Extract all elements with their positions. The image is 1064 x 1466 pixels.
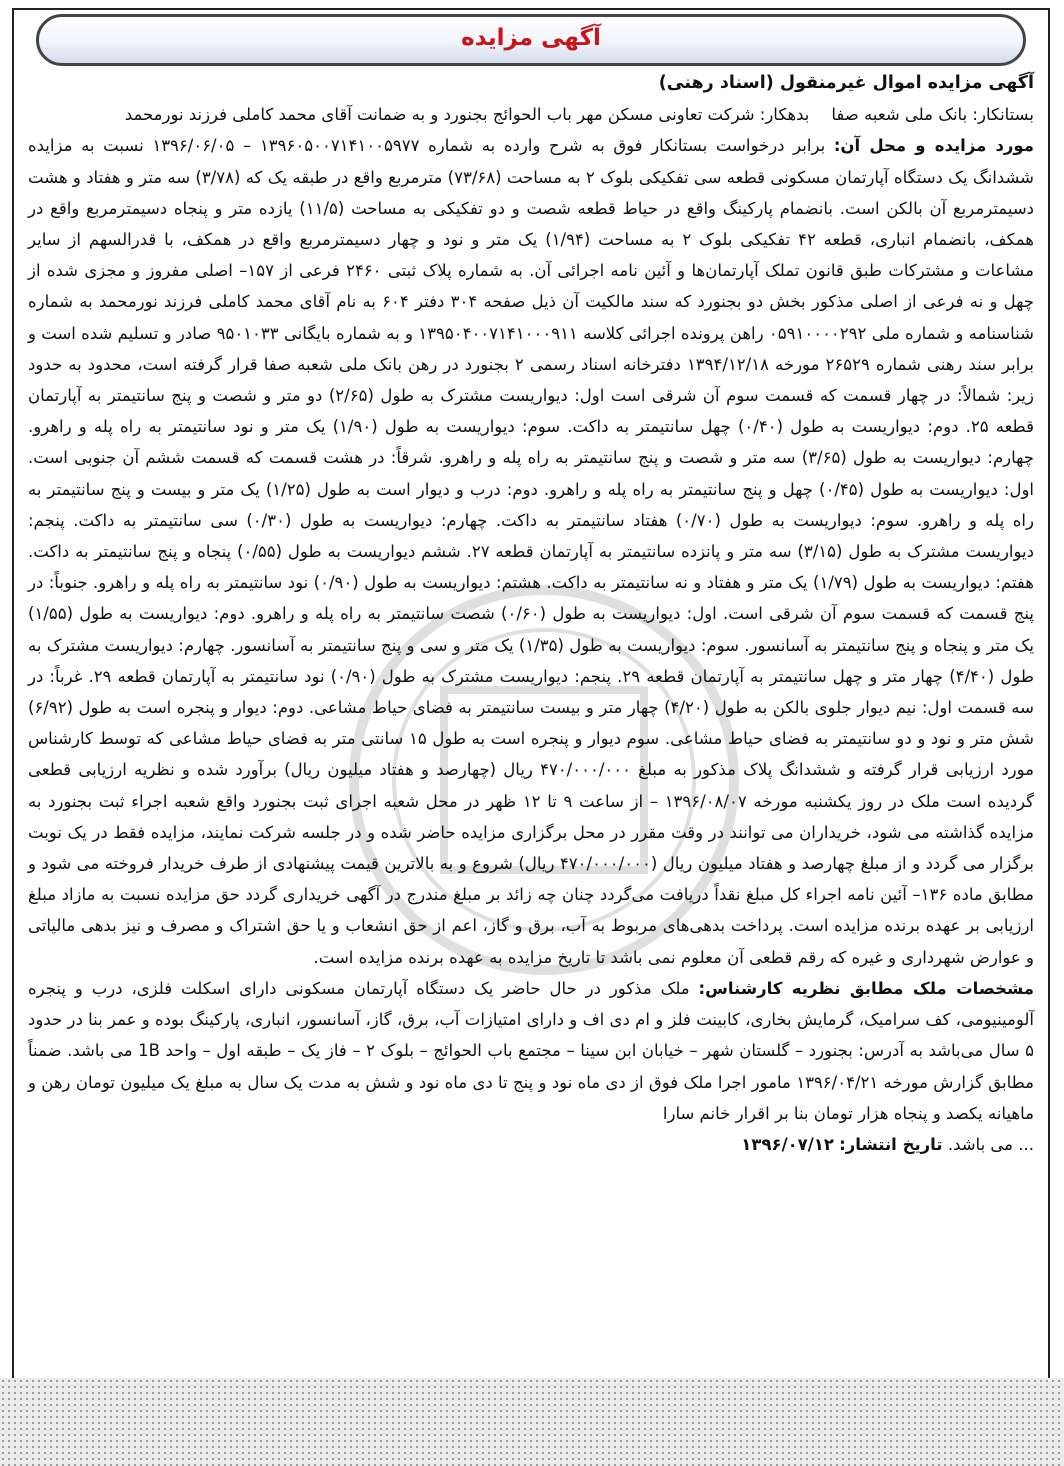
publish-date: ۱۳۹۶/۰۷/۱۲ [741,1134,834,1154]
closing-text: ... می باشد. [947,1134,1034,1154]
notice-title: آگهی مزایده [461,25,601,51]
specs-text: ملک مذکور در حال حاضر یک دستگاه آپارتمان مسکونی دارای اسکلت فلزی، درب و پنجره آلومینیومی، کف سرامیک، گرمایش بخاری، کابینت فلز و ام دی اف و دارای امتیازات آب، برق، گاز، آسانسور، انباری، پارکینگ بوده و عمر بنا در حدود ۵ سال می‌باشد به آدرس: بجنورد – گلستان شهر – خیابان ابن سینا – مجتمع باب الحوائج – بلوک ۲ – فاز یک – طبقه اول – واحد 1B می باشد. ضمناً مطابق گزارش مورخه ۱۳۹۶/۰۴/۲۱ مامور اجرا ملک فوق از دی ماه نود و پنج تا دی ماه نود و شش به مدت یک سال به مبلغ یک میلیون تومان رهن و ماهیانه یکصد و پنجاه هزار تومان بنا بر اقرار خانم سارا [28,978,1035,1123]
subject-heading: مورد مزایده و محل آن: [833,136,1034,156]
parties-line [28,99,1034,130]
scan-torn-edge [0,1378,1064,1466]
subject-text: برابر درخواست بستانکار فوق به شرح وارده به شماره ۱۳۹۶۰۵۰۰۷۱۴۱۰۰۵۹۷۷ – ۱۳۹۶/۰۶/۰۵ نسبت به مزایده ششدانگ یک دستگاه آپارتمان مسکونی قطعه سی تفکیکی بلوک ۲ به مساحت (۷۳/۶۸) مترمربع واقع در طبقه یک که (۳/۷۸) سه متر و هفتاد و هشت دسیمترمربع آن بالکن است. بانضمام پارکینگ واقع در حیاط قطعه شصت و دو تفکیکی به مساحت (۱۱/۵) یازده متر و پنجاه دسیمترمربع واقع در همکف، بانضمام انباری، قطعه ۴۲ تفکیکی بلوک ۲ به مساحت (۱/۹۴) یک متر و نود و چهار دسیمترمربع واقع در همکف، با قدرالسهم از سایر مشاعات و مشترکات طبق قانون تملک آپارتمان‌ها و آئین نامه اجرائی آن. به شماره پلاک ثبتی ۲۴۶۰ فرعی از ۱۵۷– اصلی مفروز و مجزی شده از چهل و نه فرعی از اصلی مذکور بخش دو بجنورد که سند مالکیت آن ذیل صفحه ۳۰۴ دفتر ۶۰۴ به نام آقای محمد کاملی فرزند نورمحمد به شماره شناسنامه و شماره ملی ۰۵۹۱۰۰۰۰۲۹۲ راهن پرونده اجرائی کلاسه ۱۳۹۵۰۴۰۰۷۱۴۱۰۰۰۹۱۱ و به شماره بایگانی ۹۵۰۱۰۳۳ صادر و تسلیم شده است و برابر سند رهنی شماره ۲۶۵۲۹ مورخه ۱۳۹۴/۱۲/۱۸ دفترخانه اسناد رسمی ۲ بجنورد در رهن بانک ملی شعبه صفا قرار گرفته است، محدود به حدود زیر: شمالاً: در چهار قسمت که قسمت سوم آن شرقی است اول: دیواریست مشترک به طول (۲/۶۵) دو متر و شصت و پنج سانتیمتر به آپارتمان قطعه ۲۵. دوم: دیواریست به طول (۰/۴۰) چهل سانتیمتر به داکت. سوم: دیواریست به طول (۱/۹۰) یک متر و نود سانتیمتر به راه پله و راهرو. چهارم: دیواریست به طول (۳/۶۵) سه متر و شصت و پنج سانتیمتر به راه پله و راهرو. شرقاً: در هشت قسمت که قسمت ششم آن جنوبی است. اول: دیواریست به طول (۰/۴۵) چهل و پنج سانتیمتر به راه پله و راهرو. دوم: درب و دیوار است به طول (۱/۲۵) یک متر و بیست و پنج سانتیمتر به راه پله و راهرو. سوم: دیواریست به طول (۰/۷۰) هفتاد سانتیمتر به داکت. چهارم: دیواریست به طول (۰/۳۰) سی سانتیمتر به داکت. پنجم: دیواریست مشترک به طول (۳/۱۵) سه متر و پانزده سانتیمتر به آپارتمان قطعه ۲۷. ششم دیواریست به طول (۰/۵۵) پنجاه و پنج سانتیمتر به داکت. هفتم: دیواریست به طول (۱/۷۹) یک متر و هفتاد و نه سانتیمتر به داکت. هشتم: دیواریست به طول (۰/۹۰) نود سانتیمتر به راه پله و راهرو. جنوباً: در پنج قسمت که قسمت سوم آن شرقی است. اول: دیواریست به طول (۰/۶۰) شصت سانتیمتر به راه پله و راهرو. دوم: دیواریست به طول (۱/۵۵) یک متر و پنجاه و پنج سانتیمتر به آسانسور. سوم: دیواریست به طول (۱/۳۵) یک متر و سی و پنج سانتیمتر به آسانسور. چهارم: دیواریست مشترک به طول (۴/۴۰) چهار متر و چهل سانتیمتر به آپارتمان قطعه ۲۹. پنجم: دیواریست مشترک به طول (۰/۹۰) نود سانتیمتر به آپارتمان قطعه ۲۹. غرباً: در سه قسمت اول: نیم دیوار جلوی بالکن به طول (۴/۲۰) چهار متر و بیست سانتیمتر به فضای حیاط مشاعی. دوم: دیوار و پنجره است به طول (۶/۹۲) شش متر و نود و دو سانتیمتر به فضای حیاط مشاعی. سوم دیوار و پنجره است به طول ۱۵ سانتی متر به فضای حیاط مشاعی که توسط کارشناس مورد ارزیابی قرار گرفته و ششدانگ پلاک مذکور به مبلغ ۴۷۰/۰۰۰/۰۰۰ ریال (چهارصد و هفتاد میلیون ریال) برآورد شده و نظریه ارزیابی قطعی گردیده است ملک در روز یکشنبه مورخه ۱۳۹۶/۰۸/۰۷ – از ساعت ۹ تا ۱۲ ظهر در محل شعبه اجرای ثبت بجنورد واقع شعبه اجراء ثبت بجنورد به مزایده گذاشته می شود، خریداران می توانند در وقت مقرر در محل برگزاری مزایده حاضر شده و در جلسه شرکت نمایند، مزایده فقط در یک نوبت برگزار می گردد و از مبلغ چهارصد و هفتاد میلیون ریال (۴۷۰/۰۰۰/۰۰۰ ریال) شروع و به بالاترین قیمت پیشنهادی از طرف خریدار فروخته می شود و مطابق ماده ۱۳۶– آئین نامه اجراء کل مبلغ نقداً دریافت می‌گردد چنان چه زائد بر مبلغ مندرج در آگهی خریداری گردد حق مزایده نسبت به مازاد مبلغ ارزیابی بر عهده برنده مزایده است. پرداخت بدهی‌های مربوط به آب، برق و گاز، اعم از حق انشعاب و یا حق اشتراک و مصرف و نیز بدهی مالیاتی و عوارض شهرداری و غیره که رقم قطعی آن معلوم نمی باشد تا تاریخ مزایده به عهده برنده مزایده است. [28,136,1035,967]
closing-line [28,1129,1034,1160]
subject-paragraph [28,130,1034,972]
debtor: بدهکار: شرکت تعاونی مسکن مهر باب الحوائج بجنورد و به ضمانت آقای محمد کاملی فرزند نورمحمد [124,105,810,125]
specs-heading: مشخصات ملک مطابق نظریه کارشناس: [698,978,1034,998]
specs-paragraph [28,973,1034,1129]
notice-body [28,68,1034,1160]
notice-subtitle: آگهی مزایده اموال غیرمنقول (اسناد رهنی) [658,73,1034,93]
notice-header-bar [36,14,1026,66]
creditor: بستانکار: بانک ملی شعبه صفا [831,105,1034,125]
notice-frame [12,8,1050,1388]
publish-label: تاریخ انتشار: [839,1134,943,1154]
